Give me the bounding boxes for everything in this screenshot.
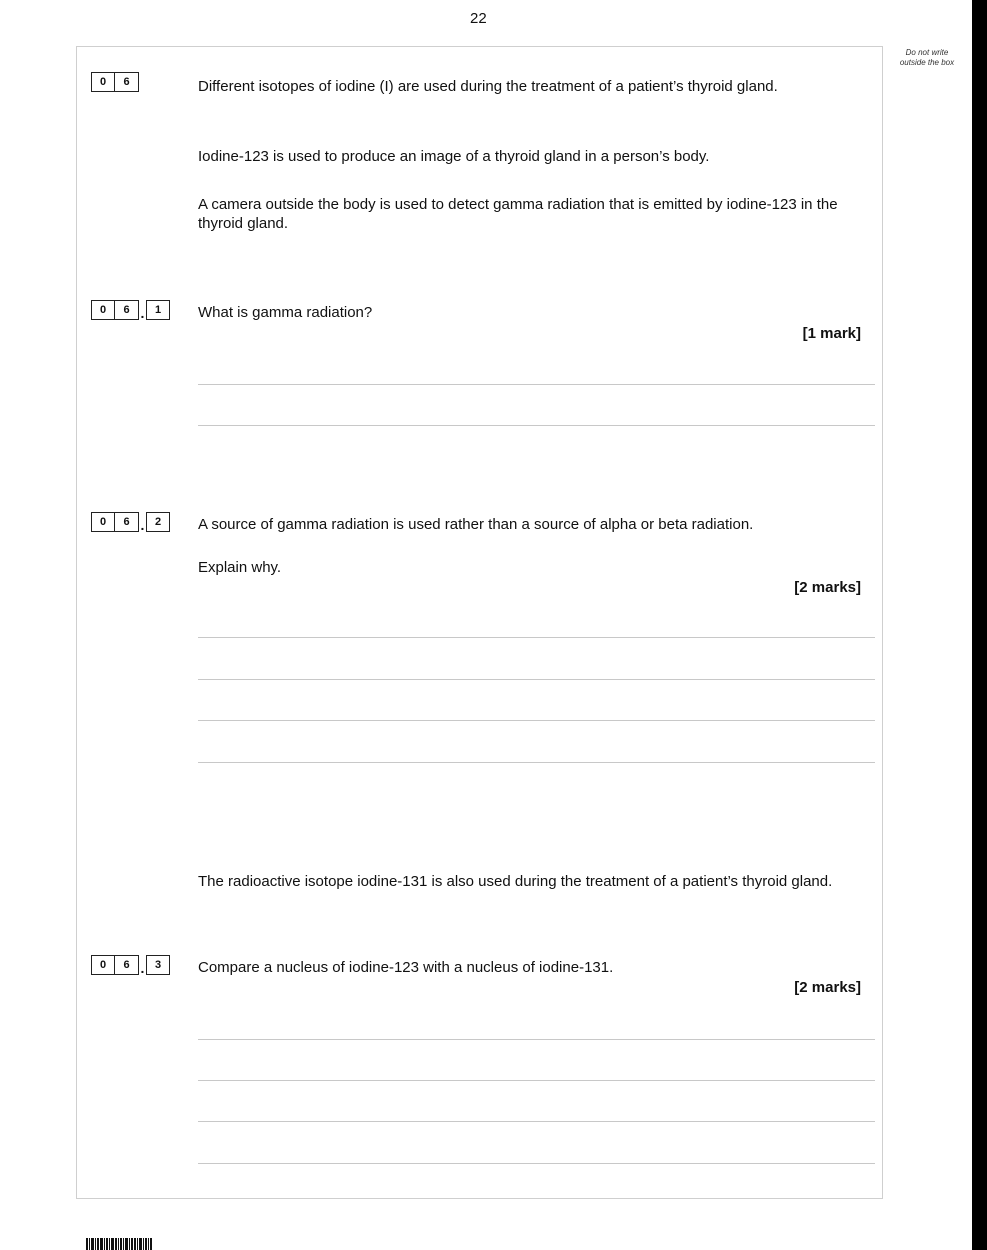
question-06-1-marks: [1 mark] [802,325,861,342]
question-06-2-marks: [2 marks] [794,579,861,596]
intro-paragraph-1: Different isotopes of iodine (I) are used during the treatment of a patient’s thyroid gland. [198,78,778,95]
question-number-06 [91,72,139,92]
answer-line[interactable] [198,762,875,763]
qnum-digit: 6 [115,512,139,532]
question-06-2-text: A source of gamma radiation is used rather than a source of alpha or beta radiation. [198,516,754,533]
qnum-digit: 0 [91,72,115,92]
margin-note: Do not write outside the box [899,48,955,67]
intro-paragraph-2: Iodine-123 is used to produce an image of a thyroid gland in a person’s body. [198,148,710,165]
qnum-dot: . [140,960,145,976]
qnum-digit: 3 [146,955,170,975]
question-06-3-marks: [2 marks] [794,979,861,996]
intro-paragraph-3: A camera outside the body is used to detect gamma radiation that is emitted by iodine-123 in the thyroid gland. [198,196,838,232]
qnum-digit: 6 [115,955,139,975]
question-06-1-text: What is gamma radiation? [198,304,373,321]
question-06-2-instruction: Explain why. [198,559,282,576]
answer-line[interactable] [198,1080,875,1081]
answer-line[interactable] [198,720,875,721]
answer-line[interactable] [198,425,875,426]
answer-line[interactable] [198,637,875,638]
answer-line[interactable] [198,1163,875,1164]
answer-line[interactable] [198,384,875,385]
qnum-digit: 1 [146,300,170,320]
qnum-digit: 2 [146,512,170,532]
question-number-06-3 [91,955,170,975]
question-06-3-text: Compare a nucleus of iodine-123 with a nucleus of iodine-131. [198,959,614,976]
qnum-digit: 0 [91,955,115,975]
qnum-digit: 0 [91,300,115,320]
barcode-icon [86,1238,152,1250]
qnum-digit: 6 [115,300,139,320]
answer-line[interactable] [198,679,875,680]
context-paragraph: The radioactive isotope iodine-131 is also used during the treatment of a patient’s thyroid gland. [198,873,833,890]
answer-line[interactable] [198,1039,875,1040]
question-number-06-2 [91,512,170,532]
qnum-digit: 6 [115,72,139,92]
answer-line[interactable] [198,1121,875,1122]
page-number: 22 [470,10,487,27]
qnum-dot: . [140,305,145,321]
question-number-06-1 [91,300,170,320]
qnum-dot: . [140,517,145,533]
qnum-digit: 0 [91,512,115,532]
